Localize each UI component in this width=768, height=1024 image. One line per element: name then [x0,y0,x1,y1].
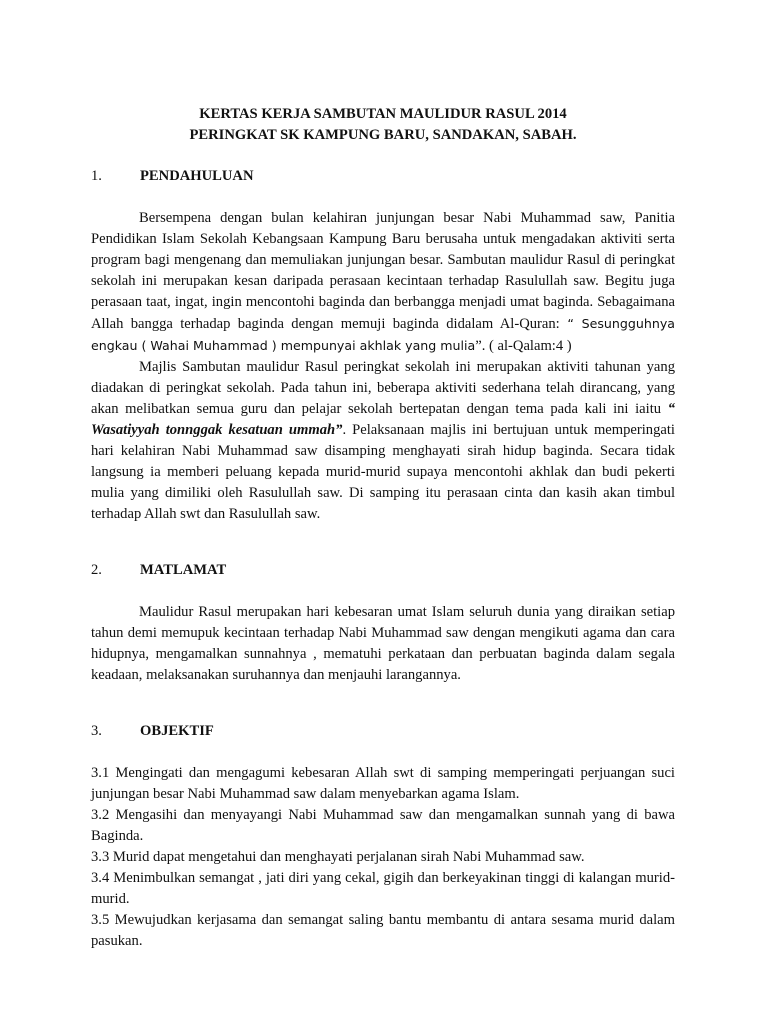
section-heading-pendahuluan [91,166,675,187]
section-number: 3. [91,723,102,739]
section-title: OBJEKTIF [140,723,214,739]
section-heading-objektif [91,721,675,742]
event-theme: “ Wasatiyyah tonnggak kesatuan ummah” [91,401,675,438]
pendahuluan-paragraph-1 [91,208,675,357]
objective-item: 3.2 Mengasihi dan menyayangi Nabi Muhammad saw dan mengamalkan sunnah yang di bawa Baginda. [91,807,675,844]
objective-list [91,763,675,952]
pendahuluan-paragraph-2 [91,357,675,525]
objective-item: 3.4 Menimbulkan semangat , jati diri yang cekal, gigih dan berkeyakinan tinggi di kalangan murid-murid. [91,870,675,907]
section-title: PENDAHULUAN [140,168,254,184]
paragraph-text-continued: . Pelaksanaan majlis ini bertujuan untuk memperingati hari kelahiran Nabi Muhammad saw disamping menghayati sirah hidup baginda. Secara tidak langsung ia memberi peluang kepada murid-murid supaya mencontohi akhlak dan budi pekerti mulia yang dimiliki oleh Rasulullah saw. Di samping itu perasaan cinta dan kasih akan timbul terhadap Allah swt dan Rasulullah saw. [91,422,675,522]
objective-item: 3.3 Murid dapat mengetahui dan menghayati perjalanan sirah Nabi Muhammad saw. [91,849,585,865]
document-page [91,104,675,952]
section-title: MATLAMAT [140,562,227,578]
paragraph-text: Bersempena dengan bulan kelahiran junjungan besar Nabi Muhammad saw, Panitia Pendidikan Islam Sekolah Kebangsaan Kampung Baru berusaha untuk mengadakan aktiviti serta program bagi mengenang dan memuliakan junjungan besar. Sambutan maulidur Rasul di peringkat sekolah ini merupakan kesan daripada perasaan kecintaan terhadap Rasulullah saw. Begitu juga perasaan taat, ingat, ingin mencontohi baginda dan berbangga menjadi umat baginda. Sebagaimana Allah bangga terhadap baginda dengan memuji baginda didalam Al-Quran: [91,210,675,332]
section-number: 2. [91,562,102,578]
section-number: 1. [91,168,102,184]
quran-quote: “ Sesungguhnya engkau ( Wahai Muhammad ) mempunyai akhlak yang mulia [91,316,675,353]
quote-reference: ”. ( al-Qalam:4 ) [475,338,572,354]
document-title-line-1: KERTAS KERJA SAMBUTAN MAULIDUR RASUL 2014 [199,106,567,122]
matlamat-paragraph: Maulidur Rasul merupakan hari kebesaran umat Islam seluruh dunia yang diraikan setiap tahun demi memupuk kecintaan terhadap Nabi Muhammad saw dengan mengikuti agama dan cara hidupnya, mengamalkan sunnahnya , mematuhi perkataan dan perbuatan baginda dalam segala keadaan, melaksanakan suruhannya dan menjauhi larangannya. [91,604,675,683]
document-title-line-2: PERINGKAT SK KAMPUNG BARU, SANDAKAN, SABAH. [189,127,577,143]
paragraph-text: Majlis Sambutan maulidur Rasul peringkat sekolah ini merupakan aktiviti tahunan yang diadakan di peringkat sekolah. Pada tahun ini, beberapa aktiviti sederhana telah dirancang, yang akan melibatkan semua guru dan pelajar sekolah bertepatan dengan tema pada kali ini iaitu [91,359,675,417]
objective-item: 3.1 Mengingati dan mengagumi kebesaran Allah swt di samping memperingati perjuangan suci junjungan besar Nabi Muhammad saw dalam menyebarkan agama Islam. [91,765,675,802]
section-heading-matlamat [91,560,675,581]
objective-item: 3.5 Mewujudkan kerjasama dan semangat saling bantu membantu di antara sesama murid dalam pasukan. [91,912,675,949]
